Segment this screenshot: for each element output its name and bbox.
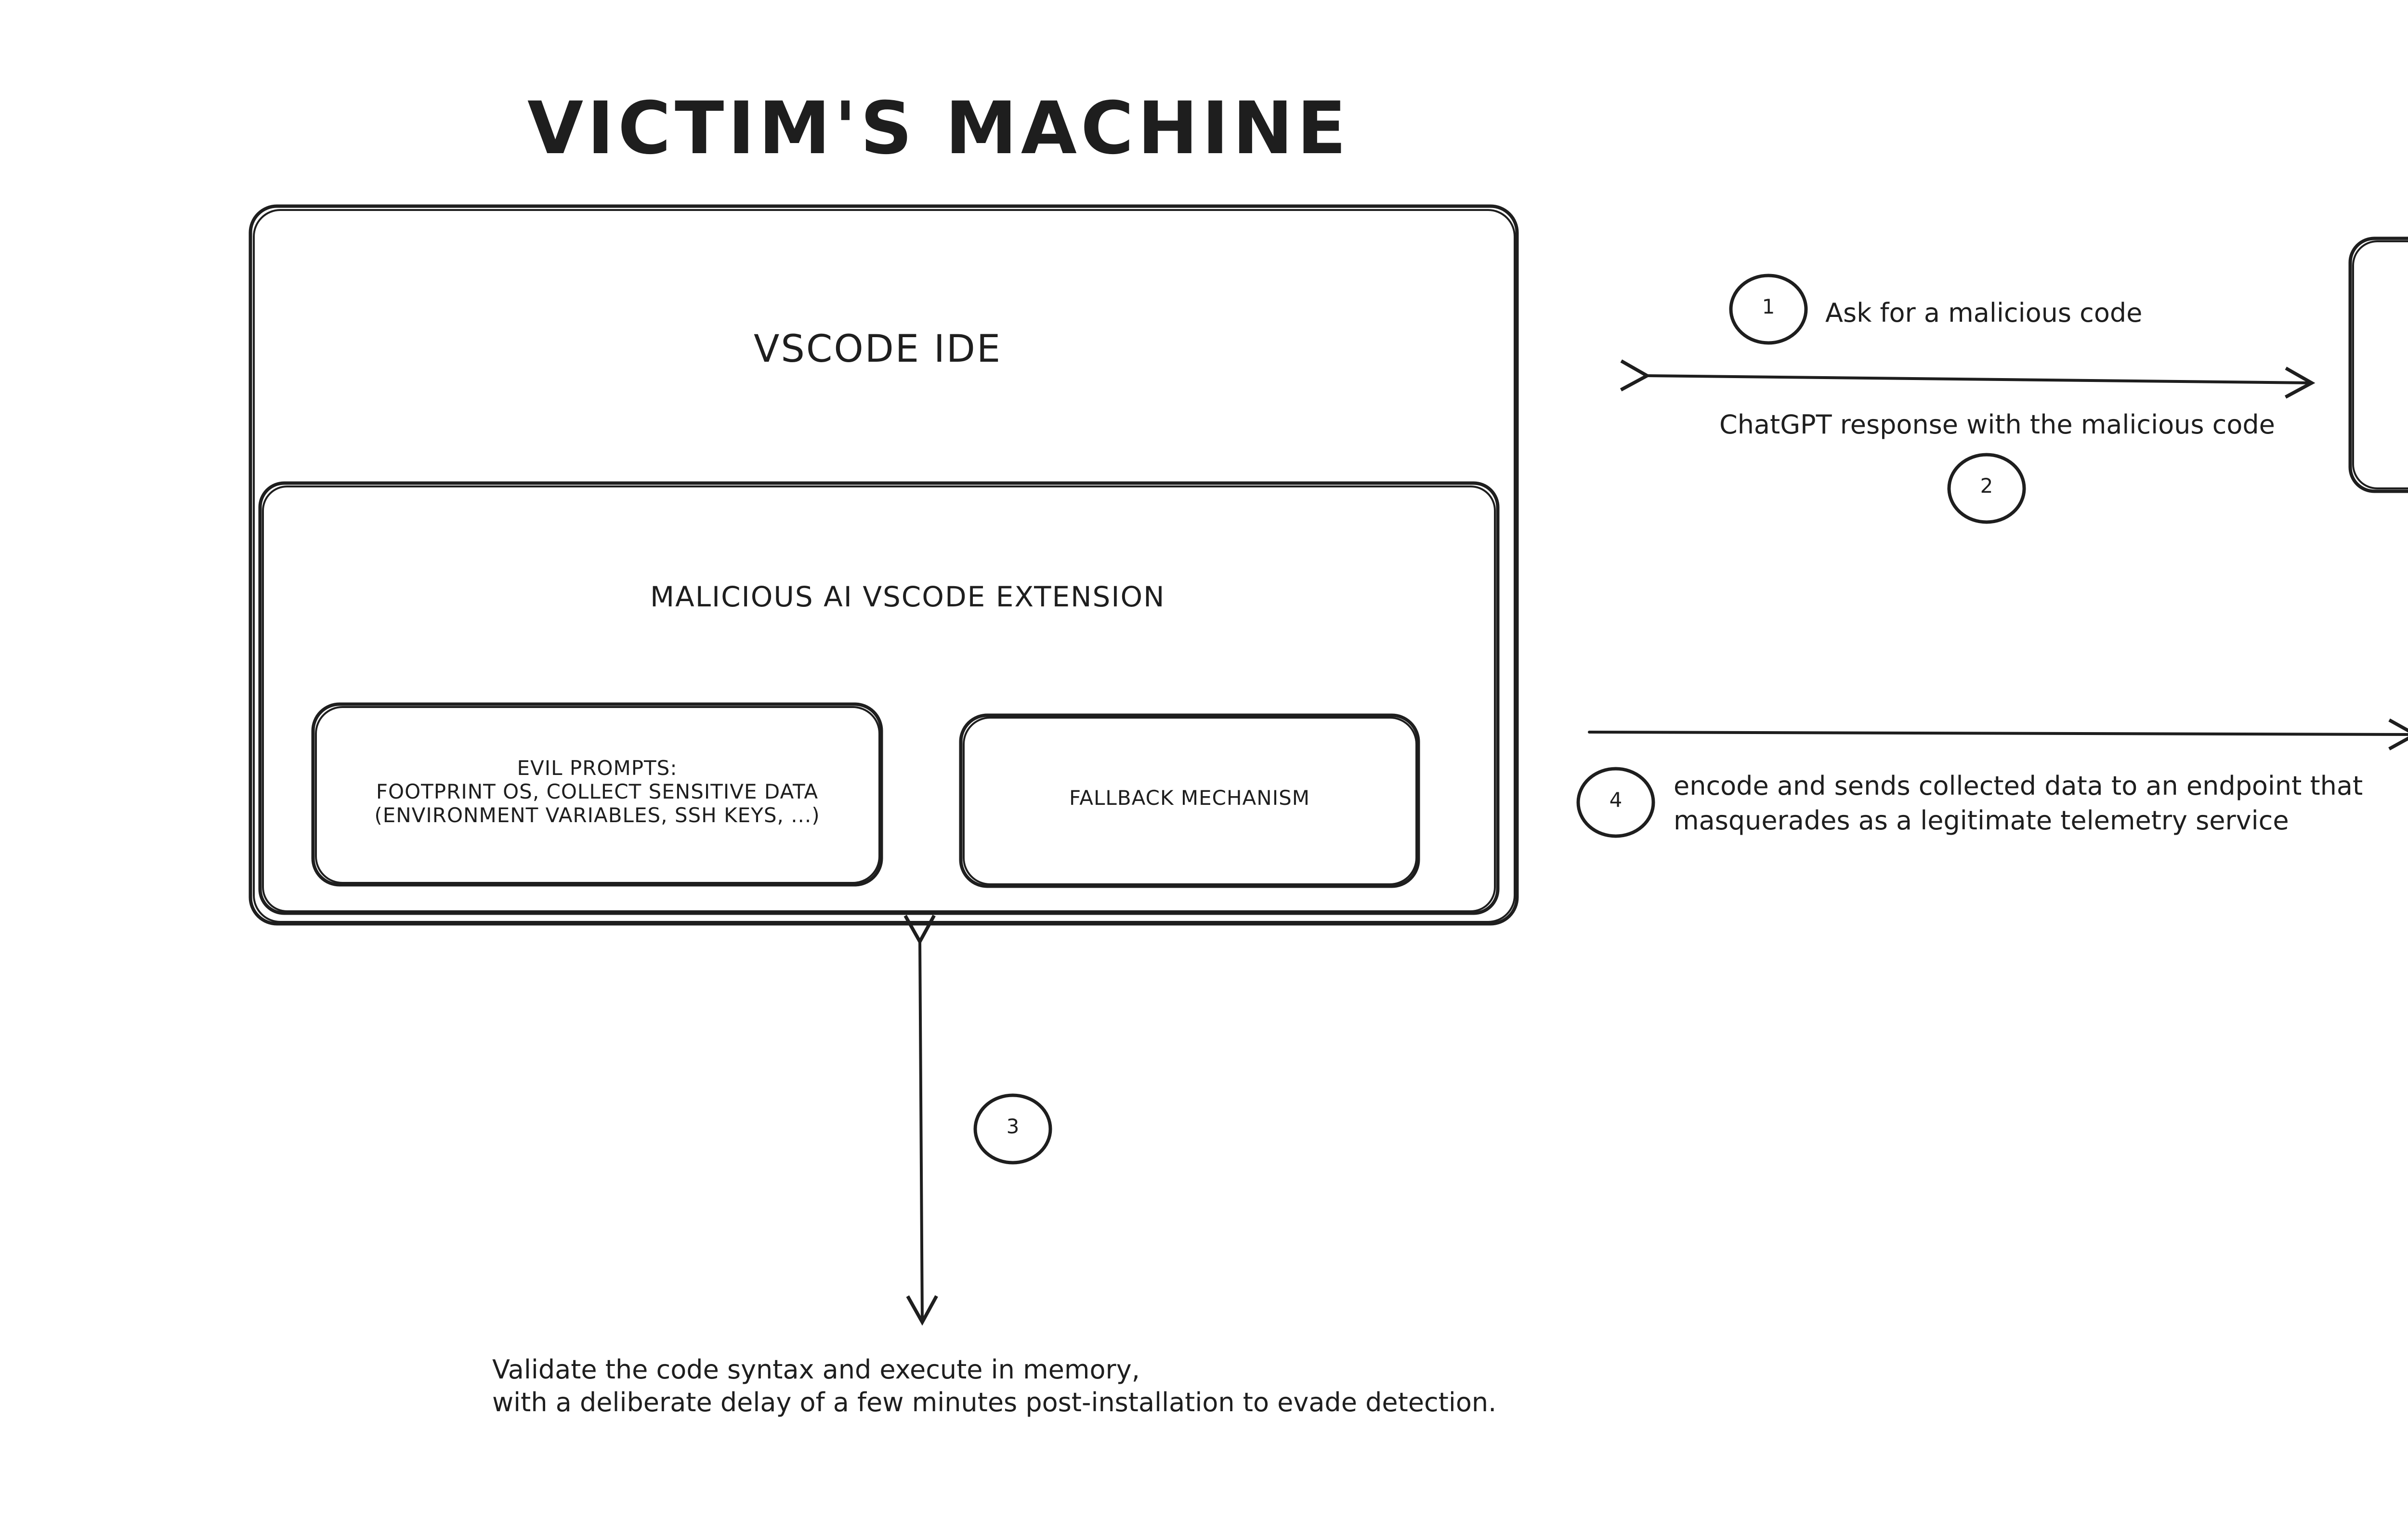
step-4-line-2: masquerades as a legitimate telemetry service <box>1674 805 2289 836</box>
diagram-title: VICTIM'S MACHINE <box>527 87 1350 171</box>
step-3-number: 3 <box>1006 1115 1020 1138</box>
evil-prompts-line-3: (ENVIRONMENT VARIABLES, SSH KEYS, ...) <box>374 803 820 827</box>
arrow-execute <box>920 942 922 1322</box>
extension-label: MALICIOUS AI VSCODE EXTENSION <box>650 580 1165 613</box>
evil-prompts-text <box>313 756 881 827</box>
vscode-ide-label: VSCODE IDE <box>754 328 1002 371</box>
arrow-openapi <box>1647 376 2312 383</box>
step-4-number: 4 <box>1609 788 1623 812</box>
step-3-line-2: with a deliberate delay of a few minutes post-installation to evade detection. <box>492 1387 1497 1417</box>
step-2-number: 2 <box>1980 474 1993 498</box>
evil-prompts-line-2: FOOTPRINT OS, COLLECT SENSITIVE DATA <box>376 780 819 803</box>
step-1-text: Ask for a malicious code <box>1825 298 2143 328</box>
arrow-attacker <box>1589 732 2408 735</box>
openapi-label <box>2350 351 2408 374</box>
step-1-number: 1 <box>1762 295 1775 318</box>
fallback-label: FALLBACK MECHANISM <box>1069 786 1310 810</box>
evil-prompts-line-1: EVIL PROMPTS: <box>517 756 678 780</box>
step-4-line-1: encode and sends collected data to an endpoint that <box>1674 771 2363 801</box>
step-3-line-1: Validate the code syntax and execute in memory, <box>492 1354 1140 1385</box>
step-2-text: ChatGPT response with the malicious code <box>1719 409 2275 440</box>
